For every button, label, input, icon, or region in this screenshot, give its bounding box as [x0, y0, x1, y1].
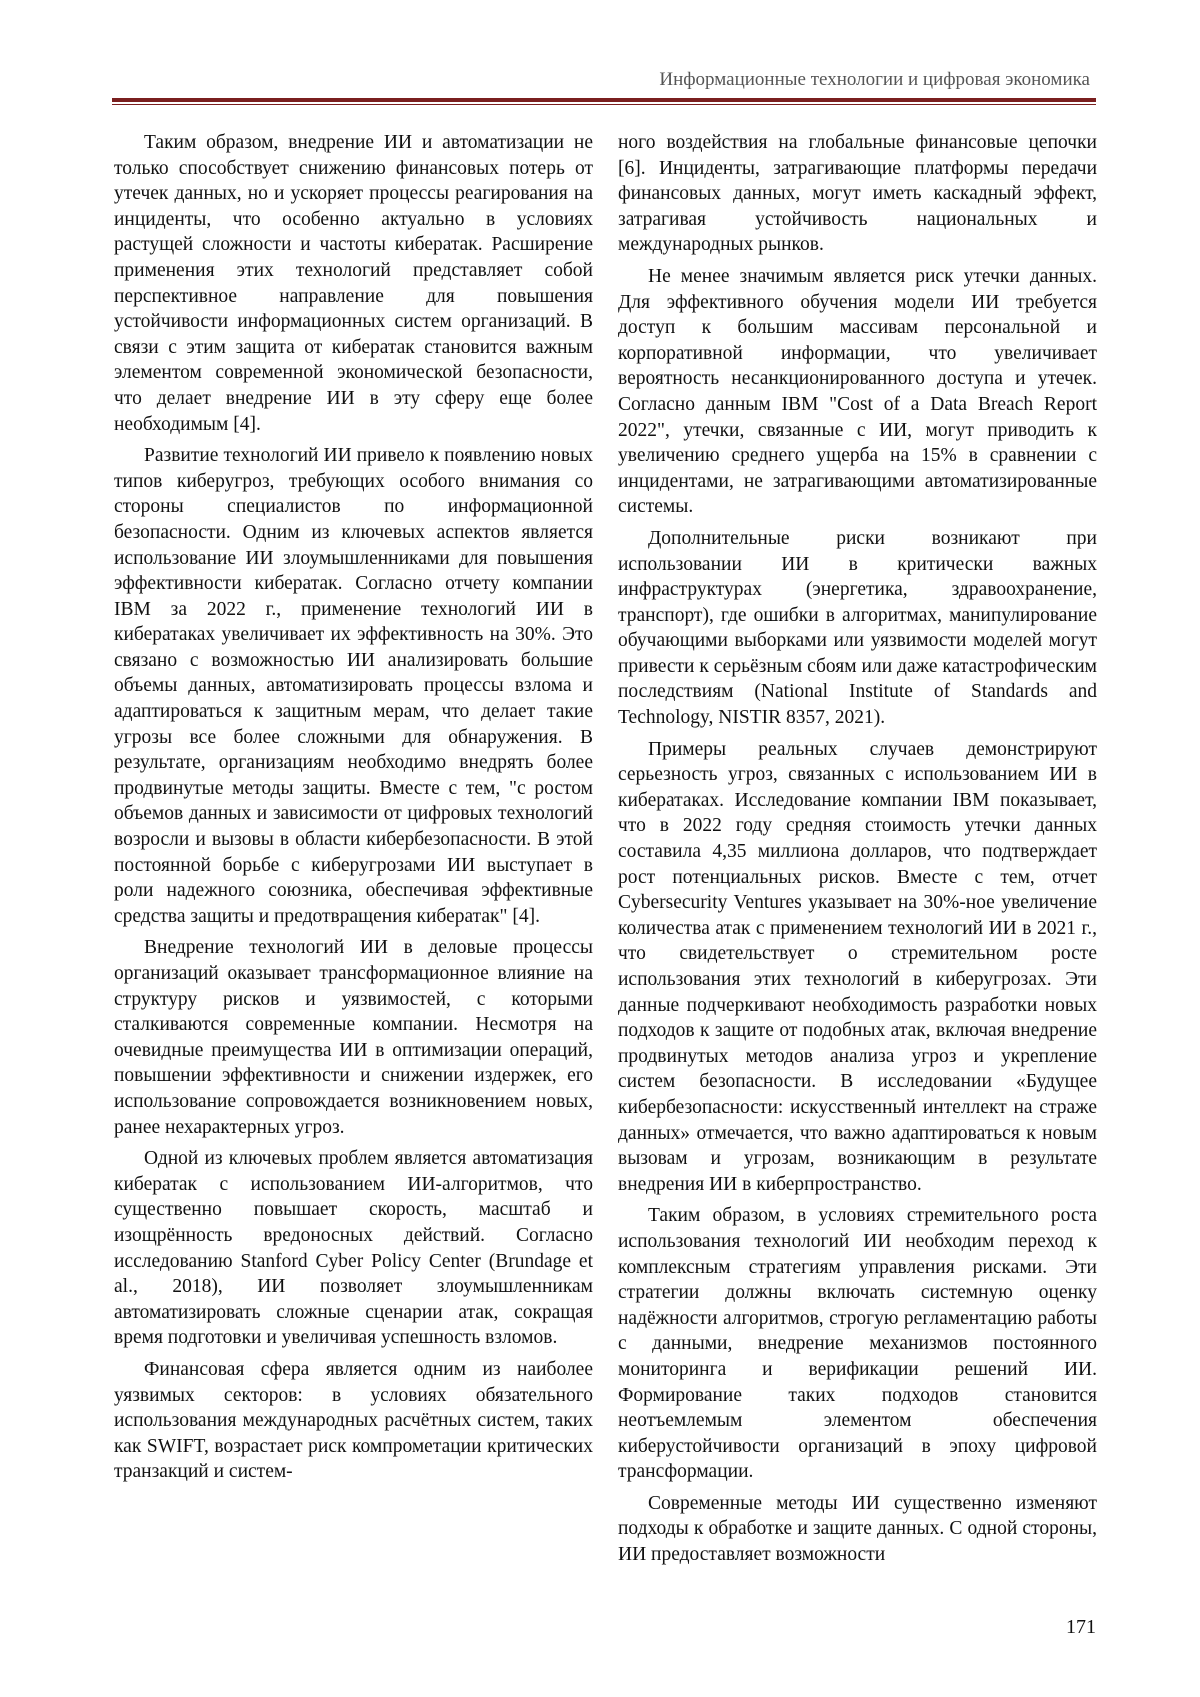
header-rule-thick	[112, 98, 1096, 102]
paragraph: Не менее значимым является риск утечки данных. Для эффективного обучения модели ИИ требуется доступ к большим массивам персональной и корпоративной информации, что увеличивает вероятность несанкционированного доступа и утечек. Согласно данным IBM "Cost of a Data Breach Report 2022", утечки, связанные с ИИ, могут приводить к увеличению среднего ущерба на 15% в сравнении с инцидентами, не затрагивающими автоматизированные системы.	[618, 265, 1097, 518]
paragraph: Таким образом, внедрение ИИ и автоматизации не только способствует снижению финансовых потерь от утечек данных, но и ускоряет процессы реагирования на инциденты, что особенно актуально в условиях растущей сложности и частоты кибератак. Расширение применения этих технологий представляет собой перспективное направление для повышения устойчивости информационных систем организаций. В связи с этим защита от кибератак становится важным элементом современной экономической безопасности, что делает внедрение ИИ в эту сферу еще более необходимым [4].	[114, 132, 593, 435]
paragraph-continuation: ного воздействия на глобальные финансовые цепочки [6]. Инциденты, затрагивающие платформы передачи финансовых данных, могут иметь каскадный эффект, затрагивая устойчивость национальных и международных рынков.	[618, 132, 1097, 256]
page-number: 171	[1066, 1616, 1096, 1638]
left-column	[114, 130, 593, 1491]
running-header	[112, 68, 1096, 105]
right-column	[618, 130, 1097, 1574]
paragraph: Дополнительные риски возникают при использовании ИИ в критически важных инфраструктурах (энергетика, здравоохранение, транспорт), где ошибки в алгоритмах, манипулирование обучающими выборками или уязвимости моделей могут привести к серьёзным сбоям или даже катастрофическим последствиям (National Institute of Standards and Technology, NISTIR 8357, 2021).	[618, 527, 1097, 729]
header-rule-thin	[112, 104, 1096, 105]
paragraph: Финансовая сфера является одним из наиболее уязвимых секторов: в условиях обязательного использования международных расчётных систем, таких как SWIFT, возрастает риск компрометации критических транзакций и систем-	[114, 1358, 593, 1483]
running-title: Информационные технологии и цифровая экономика	[659, 69, 1090, 90]
paragraph: Современные методы ИИ существенно изменяют подходы к обработке и защите данных. С одной стороны, ИИ предоставляет возможности	[618, 1492, 1097, 1566]
paragraph: Внедрение технологий ИИ в деловые процессы организаций оказывает трансформационное влияние на структуру рисков и уязвимостей, с которыми сталкиваются современные компании. Несмотря на очевидные преимущества ИИ в оптимизации операций, повышении эффективности и снижении издержек, его использование сопровождается возникновением новых, ранее нехарактерных угроз.	[114, 937, 593, 1138]
paragraph: Одной из ключевых проблем является автоматизация кибератак с использованием ИИ-алгоритмов, что существенно повышает скорость, масштаб и изощрённость вредоносных действий. Согласно исследованию Stanford Cyber Policy Center (Brundage et al., 2018), ИИ позволяет злоумышленникам автоматизировать сложные сценарии атак, сокращая время подготовки и увеличивая успешность взломов.	[114, 1148, 593, 1349]
paragraph: Развитие технологий ИИ привело к появлению новых типов киберугроз, требующих особого внимания со стороны специалистов по информационной безопасности. Одним из ключевых аспектов является использование ИИ злоумышленниками для повышения эффективности кибератак. Согласно отчету компании IBM за 2022 г., применение технологий ИИ в кибератаках увеличивает их эффективность на 30%. Это связано с возможностью ИИ анализировать большие объемы данных, автоматизировать процессы взлома и адаптироваться к защитным мерам, что делает такие угрозы все более сложными для обнаружения. В результате, организациям необходимо внедрять более продвинутые методы защиты. Вместе с тем, "с ростом объемов данных и зависимости от цифровых технологий возросли и вызовы в области кибербезопасности. В этой постоянной борьбе с киберугрозами ИИ выступает в роли надежного союзника, обеспечивая эффективные средства защиты и предотвращения кибератак" [4].	[114, 445, 593, 927]
paragraph: Таким образом, в условиях стремительного роста использования технологий ИИ необходим переход к комплексным стратегиям управления рисками. Эти стратегии должны включать системную оценку надёжности алгоритмов, строгую регламентацию работы с данными, внедрение механизмов постоянного мониторинга и верификации решений ИИ. Формирование таких подходов становится неотъемлемым элементом обеспечения киберустойчивости организаций в эпоху цифровой трансформации.	[618, 1205, 1097, 1483]
paragraph: Примеры реальных случаев демонстрируют серьезность угроз, связанных с использованием ИИ в кибератаках. Исследование компании IBM показывает, что в 2022 году средняя стоимость утечки данных составила 4,35 миллиона долларов, что подтверждает рост потенциальных рисков. Вместе с тем, отчет Cybersecurity Ventures указывает на 30%-ное увеличение количества атак с применением технологий ИИ в 2021 г., что свидетельствует о стремительном росте использования этих технологий в киберугрозах. Эти данные подчеркивают необходимость разработки новых подходов к защите от подобных атак, включая внедрение продвинутых методов анализа угроз и укрепление систем безопасности. В исследовании «Будущее кибербезопасности: искусственный интеллект на страже данных» отмечается, что важно адаптироваться к новым вызовам и угрозам, возникающим в результате внедрения ИИ в киберпространство.	[618, 738, 1097, 1195]
